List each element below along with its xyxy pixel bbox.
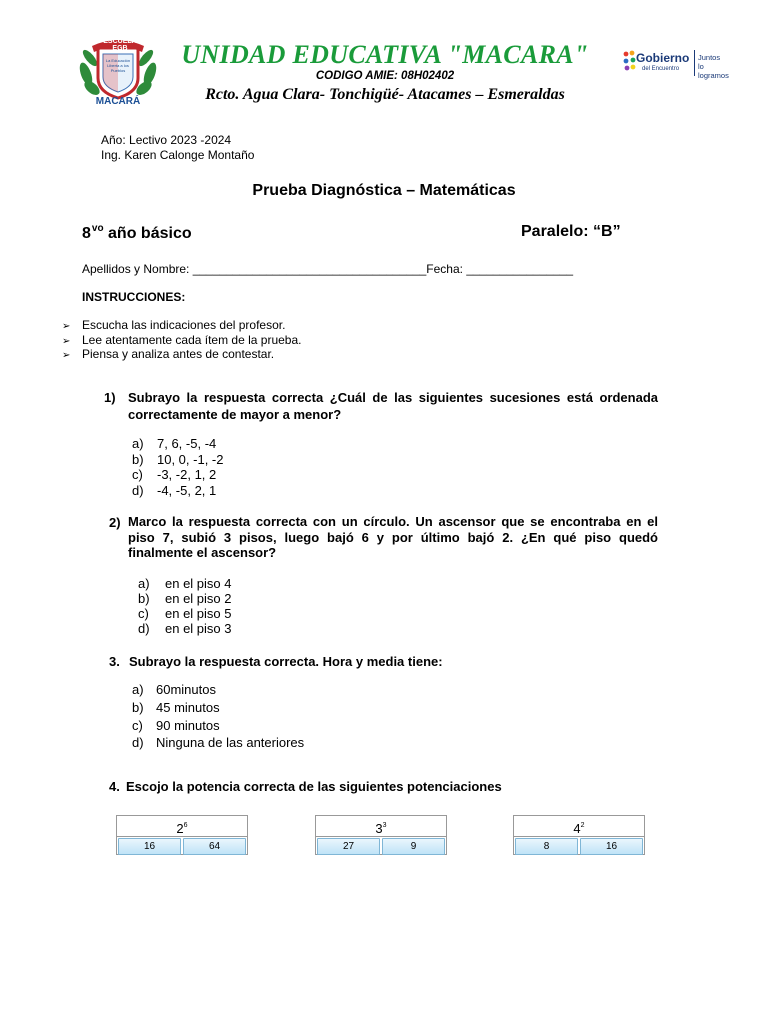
option-item[interactable]: a) 7, 6, -5, -4 [132, 436, 217, 451]
power-expression: $4^2$ [514, 816, 644, 837]
power-table-1 [116, 815, 248, 855]
government-sub: del Encuentro [642, 66, 680, 72]
government-tagline-1: Juntos [698, 53, 721, 62]
option-item[interactable]: c) en el piso 5 [138, 606, 232, 621]
instruction-item: ➢ Lee atentamente cada ítem de la prueba. [62, 333, 302, 348]
option-item[interactable]: a) 60minutos [132, 682, 216, 697]
option-item[interactable]: c) -3, -2, 1, 2 [132, 467, 217, 483]
school-address: Rcto. Agua Clara- Tonchigüé- Atacames – Esmeraldas [205, 86, 565, 103]
government-logo [622, 48, 734, 82]
option-item[interactable]: b) 10, 0, -1, -2 [132, 451, 224, 467]
question-1-text: Subrayo la respuesta correcta ¿Cuál de las siguientes sucesiones está ordenada correctamente de mayor a menor? [128, 390, 658, 422]
option-item[interactable]: a) en el piso 4 [138, 576, 232, 591]
power-expression: $3^3$ [316, 816, 446, 837]
power-choice[interactable]: 9 [382, 838, 445, 855]
arrow-bullet-icon: ➢ [62, 321, 71, 332]
question-4-number: 4. [109, 779, 120, 794]
logo-inner-text: La Educación Liberta a los Pueblos [105, 58, 131, 73]
power-choice[interactable]: 16 [118, 838, 181, 855]
question-2-text: Marco la respuesta correcta con un círculo. Un ascensor que se encontraba en el piso 7, subió 3 pisos, luego bajó 6 y por último bajó 2. ¿En qué piso quedó finalmente el ascensor? [128, 514, 658, 560]
school-logo [76, 34, 160, 110]
paralelo: Paralelo: “B” [521, 223, 621, 240]
question-2-number: 2) [109, 515, 121, 530]
instructions-title: INSTRUCCIONES: [82, 290, 186, 304]
option-item[interactable]: b) en el piso 2 [138, 591, 232, 606]
power-choice[interactable]: 8 [515, 838, 578, 855]
option-item[interactable]: d) -4, -5, 2, 1 [132, 483, 217, 499]
arrow-bullet-icon: ➢ [62, 350, 71, 362]
government-tagline-2: lo logramos [698, 62, 729, 80]
instructions-list [62, 318, 302, 362]
power-choice[interactable]: 27 [317, 838, 380, 855]
arrow-bullet-icon: ➢ [62, 335, 71, 347]
power-choice[interactable]: 64 [183, 838, 246, 855]
power-table-3 [513, 815, 645, 855]
question-4-text: Escojo la potencia correcta de las siguientes potenciaciones [126, 779, 502, 794]
question-1-options [132, 436, 223, 499]
logo-divider [694, 50, 695, 76]
school-name: UNIDAD EDUCATIVA "MACARA" [181, 40, 589, 69]
question-2-options [138, 576, 232, 636]
power-table-2 [315, 815, 447, 855]
logo-bottom-text: MACARÁ [95, 96, 141, 107]
option-item[interactable]: d) en el piso 3 [138, 621, 232, 636]
option-item[interactable]: c) 90 minutos [132, 717, 220, 733]
option-item[interactable]: b) 45 minutos [132, 699, 220, 715]
school-code: CODIGO AMIE: 08H02402 [315, 70, 455, 82]
question-1-number: 1) [104, 390, 116, 405]
question-3-number: 3. [109, 654, 120, 669]
exam-title: Prueba Diagnóstica – Matemáticas [252, 182, 516, 199]
grade-text: año básico [108, 225, 192, 242]
power-expression: $2^6$ [117, 816, 247, 837]
grade-level [82, 223, 192, 243]
question-3-options [132, 681, 304, 752]
option-item[interactable]: d) Ninguna de las anteriores [132, 735, 305, 751]
grade-superscript: vo [91, 223, 104, 234]
instruction-item: ➢ Escucha las indicaciones del profesor. [62, 318, 302, 333]
government-name: Gobierno [636, 51, 690, 65]
grade-number: 8 [82, 225, 91, 242]
question-3-text: Subrayo la respuesta correcta. Hora y media tiene: [129, 654, 443, 669]
instruction-item: ➢ Piensa y analiza antes de contestar. [62, 347, 302, 362]
school-year: Año: Lectivo 2023 -2024 [101, 133, 232, 147]
power-choice[interactable]: 16 [580, 838, 643, 855]
teacher-name: Ing. Karen Calonge Montaño [101, 148, 255, 162]
logo-top-text: ESCUELA EGB [103, 38, 137, 52]
name-date-line: Apellidos y Nombre: ___________________________________Fecha: ________________ [82, 262, 574, 276]
